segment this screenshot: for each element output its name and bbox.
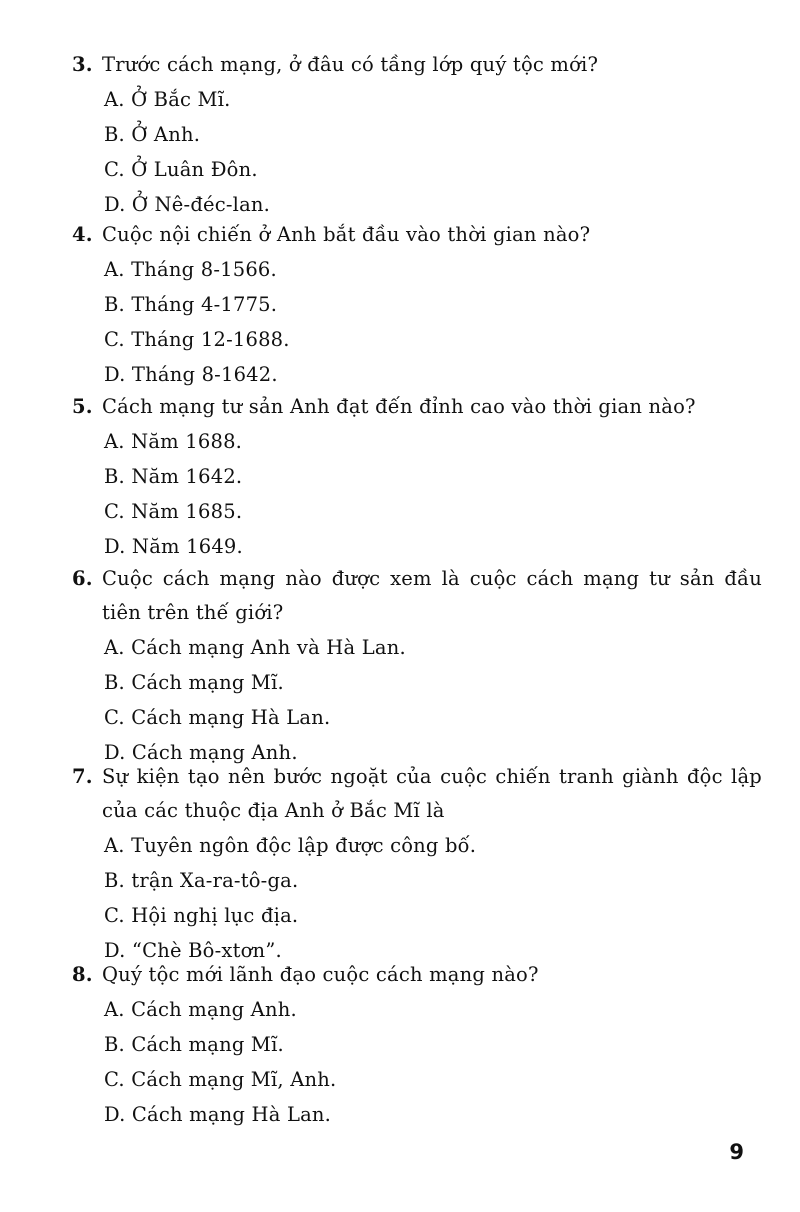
option-c: C. Hội nghị lục địa. — [104, 904, 299, 927]
question-text: Cách mạng tư sản Anh đạt đến đỉnh cao vào thời gian nào? — [102, 395, 696, 418]
option-b: B. Cách mạng Mĩ. — [104, 1033, 284, 1056]
question-6 — [72, 562, 762, 770]
question-text: Quý tộc mới lãnh đạo cuộc cách mạng nào? — [102, 963, 539, 986]
option-b: B. trận Xa-ra-tô-ga. — [104, 869, 299, 892]
option-a: A. Cách mạng Anh. — [104, 998, 297, 1021]
option-c: C. Năm 1685. — [104, 500, 243, 523]
option-d: D. “Chè Bô-xtơn”. — [104, 939, 282, 962]
option-a: A. Cách mạng Anh và Hà Lan. — [104, 636, 406, 659]
option-c: C. Tháng 12-1688. — [104, 328, 290, 351]
question-header — [72, 218, 762, 252]
option-a: A. Tuyên ngôn độc lập được công bố. — [104, 834, 477, 857]
question-number: 8. — [72, 963, 93, 986]
page-number: 9 — [729, 1140, 744, 1164]
question-header — [72, 958, 762, 992]
option-b: B. Tháng 4-1775. — [104, 293, 278, 316]
option-d: D. Tháng 8-1642. — [104, 363, 278, 386]
option-d: D. Ở Nê-đéc-lan. — [104, 193, 271, 216]
question-number: 4. — [72, 223, 93, 246]
option-c: C. Ở Luân Đôn. — [104, 158, 258, 181]
question-number: 6. — [72, 567, 93, 590]
question-4 — [72, 218, 762, 392]
question-5 — [72, 390, 762, 564]
option-b: B. Năm 1642. — [104, 465, 243, 488]
question-number: 3. — [72, 53, 93, 76]
option-b: B. Ở Anh. — [104, 123, 201, 146]
option-d: D. Cách mạng Hà Lan. — [104, 1103, 332, 1126]
option-a: A. Tháng 8-1566. — [104, 258, 277, 281]
question-text: Cuộc nội chiến ở Anh bắt đầu vào thời gian nào? — [102, 223, 591, 246]
question-header — [72, 48, 762, 82]
question-header — [72, 390, 762, 424]
question-8 — [72, 958, 762, 1132]
option-b: B. Cách mạng Mĩ. — [104, 671, 284, 694]
question-3 — [72, 48, 762, 222]
question-number: 5. — [72, 395, 93, 418]
question-text: Cuộc cách mạng nào được xem là cuộc cách mạng tư sản đầu tiên trên thế giới? — [102, 567, 762, 624]
option-c: C. Cách mạng Hà Lan. — [104, 706, 331, 729]
option-a: A. Năm 1688. — [104, 430, 243, 453]
question-header — [72, 562, 762, 630]
question-number: 7. — [72, 765, 93, 788]
question-text: Sự kiện tạo nên bước ngoặt của cuộc chiến tranh giành độc lập của các thuộc địa Anh ở Bắc Mĩ là — [102, 765, 762, 822]
question-7 — [72, 760, 762, 968]
question-text: Trước cách mạng, ở đâu có tầng lớp quý tộc mới? — [102, 53, 599, 76]
option-a: A. Ở Bắc Mĩ. — [104, 88, 231, 111]
option-c: C. Cách mạng Mĩ, Anh. — [104, 1068, 337, 1091]
option-d: D. Cách mạng Anh. — [104, 741, 298, 764]
option-d: D. Năm 1649. — [104, 535, 243, 558]
question-header — [72, 760, 762, 828]
